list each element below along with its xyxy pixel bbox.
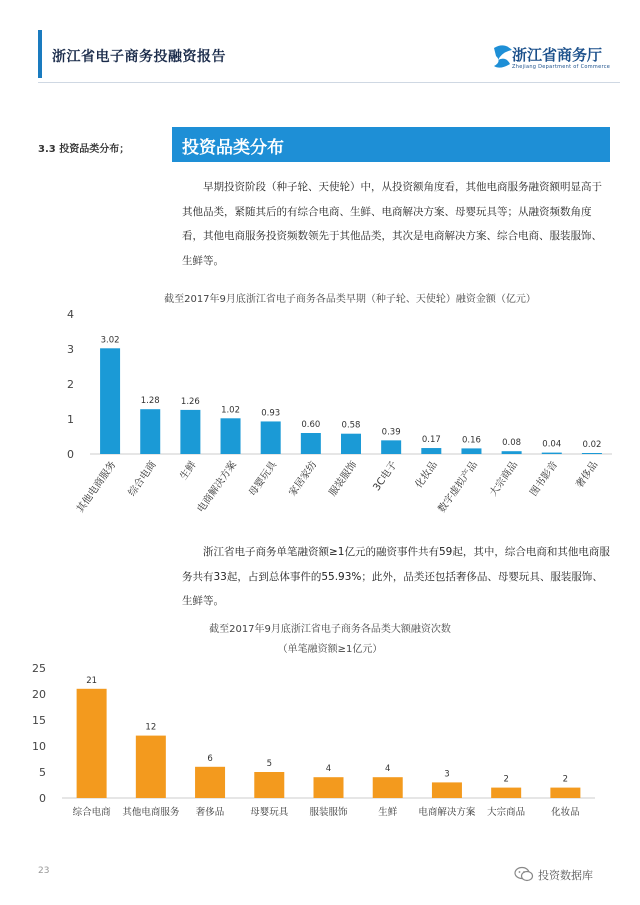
bar [195,767,225,798]
category-label: 化妆品 [413,459,440,491]
category-label: 3C电子 [371,459,400,494]
data-label: 0.93 [261,408,281,419]
chart2-subtitle: （单笔融资额≥1亿元） [277,644,383,655]
header-accent-bar [38,30,42,78]
paragraph-large-deals: 浙江省电子商务单笔融资额≥1亿元的融资事件共有59起，其中，综合电商和其他电商服务共有33起，占到总体事件的55.93%；此外，品类还包括奢侈品、母婴玩具、服装服饰、生鲜等。 [182,546,610,607]
bar [491,788,521,798]
wechat-account-name: 投资数据库 [538,869,593,882]
data-label: 0.39 [381,427,401,438]
bar [100,348,120,454]
logo-mark-icon [494,45,512,67]
ytick-label: 25 [32,662,46,675]
ytick-label: 20 [32,688,46,701]
data-label: 1.26 [180,396,200,407]
category-label: 其他电商服务 [75,459,119,515]
category-label: 大宗商品 [488,459,521,499]
logo-subtitle: Zhejiang Department of Commerce [512,64,611,70]
category-label: 服装服饰 [327,459,360,499]
data-label: 3 [444,769,450,780]
ytick-label: 4 [67,308,74,321]
section-label: 3.3 投资品类分布； [38,144,130,155]
data-label: 1.02 [221,405,241,416]
bar [381,440,401,454]
bar [136,736,166,798]
bar [421,448,441,454]
bar [314,777,344,798]
bar [373,777,403,798]
bar [542,453,562,454]
logo-name: 浙江省商务厅 [512,46,603,64]
category-label: 图书影音 [528,459,561,499]
data-label: 3.02 [100,335,120,346]
bar [550,788,580,798]
bar [461,448,481,454]
ytick-label: 1 [67,413,74,426]
section-banner-title: 投资品类分布 [182,138,284,158]
page-number: 23 [38,866,50,876]
ytick-label: 10 [32,740,46,753]
bar [502,451,522,454]
data-label: 4 [385,764,391,775]
bar [261,421,281,454]
data-label: 0.60 [301,420,321,430]
data-label: 0.08 [502,438,522,449]
category-label: 综合电商 [126,459,159,499]
paragraph-early-stage: 早期投资阶段（种子轮、天使轮）中，从投资额角度看，其他电商服务融资额明显高于其他品类，紧随其后的有综合电商、生鲜、电商解决方案、母婴玩具等；从融资频数角度看，其他电商服务投资频数领先于其他品类，其次是电商解决方案、综合电商、服装服饰、生鲜等。 [182,181,602,267]
data-label: 6 [207,753,213,764]
category-label: 服装服饰 [309,807,348,818]
ytick-label: 15 [32,714,46,727]
category-label: 电商解决方案 [418,807,476,818]
chart2-large-deal-count [0,655,640,830]
chart1-early-funding-amount [0,300,640,535]
category-label: 奢侈品 [574,459,601,491]
data-label: 0.04 [542,439,562,450]
bar [254,772,284,798]
category-label: 综合电商 [72,807,111,818]
category-label: 其他电商服务 [122,807,180,818]
category-label: 化妆品 [551,807,580,818]
bar [341,434,361,454]
category-label: 大宗商品 [487,807,526,818]
category-label: 奢侈品 [195,807,225,818]
bar [582,453,602,454]
category-label: 生鲜 [178,459,199,483]
data-label: 2 [562,774,569,785]
data-label: 12 [145,722,157,733]
wechat-icon [514,866,534,882]
chart2-title: 截至2017年9月底浙江省电子商务各品类大额融资次数 [209,624,451,635]
data-label: 2 [503,774,509,785]
category-label: 母婴玩具 [247,459,280,499]
category-label: 电商解决方案 [195,459,239,515]
category-label: 数字虚拟产品 [436,459,480,515]
bar [140,409,160,454]
ytick-label: 3 [67,343,74,356]
ytick-label: 0 [39,792,46,805]
data-label: 21 [86,675,98,686]
bar [301,433,321,454]
ytick-label: 0 [67,448,74,461]
report-title: 浙江省电子商务投融资报告 [52,49,226,65]
ytick-label: 5 [39,766,46,779]
category-label: 家居家纺 [287,459,320,499]
bar [432,782,462,798]
bar [221,418,241,454]
data-label: 0.58 [341,420,361,431]
data-label: 0.02 [582,440,602,450]
header-divider [38,82,620,83]
category-label: 母婴玩具 [250,807,289,818]
data-label: 4 [325,764,332,775]
category-label: 生鲜 [378,807,398,818]
data-label: 1.28 [140,396,160,407]
data-label: 0.16 [461,435,481,446]
data-label: 5 [266,759,272,769]
bar [77,689,107,798]
bar [180,410,200,454]
chart1-title: 截至2017年9月底浙江省电子商务各品类早期（种子轮、天使轮）融资金额（亿元） [164,294,536,305]
ytick-label: 2 [67,378,74,391]
data-label: 0.17 [421,435,441,446]
